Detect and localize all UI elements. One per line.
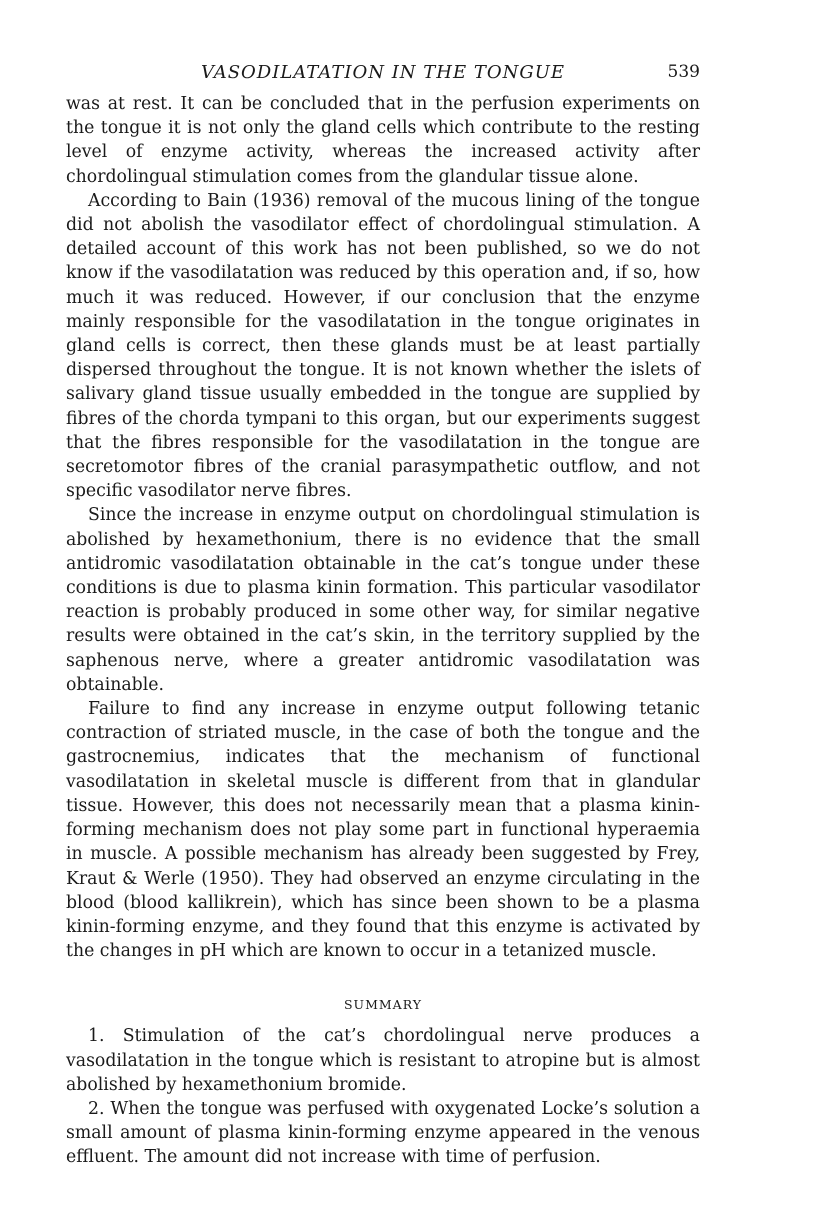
page-number: 539 [667, 62, 700, 82]
paragraph-hexamethonium: Since the increase in enzyme output on chordolingual stimulation is abolished by hexamethonium, there is no evidence that the small antidromic vasodilatation obtainable in the cat’s tongue under these conditions is due to plasma kinin formation. This particular vasodilator reaction is probably produced in some other way, for similar negative results were obtained in the cat’s skin, in the territory supplied by the saphenous nerve, where a greater antidromic vasodilatation was obtainable. [66, 505, 700, 695]
paragraph-striated-muscle: Failure to find any increase in enzyme output following tetanic contraction of striated muscle, in the case of both the tongue and the gastrocnemius, indicates that the mechanism of functional vasodilatation in skeletal muscle is different from that in glandular tissue. However, this does not necessarily mean that a plasma kinin-forming mechanism does not play some part in functional hyperaemia in muscle. A possible mechanism has already been suggested by Frey, Kraut & Werle (1950). They had observed an enzyme circulating in the blood (blood kallikrein), which has since been shown to be a plasma kinin-forming enzyme, and they found that this enzyme is activated by the changes in pH which are known to occur in a tetanized muscle. [66, 699, 700, 962]
running-head [66, 58, 700, 86]
summary-heading: SUMMARY [343, 997, 422, 1013]
paragraph-continuation: was at rest. It can be concluded that in the perfusion experiments on the tongue it is not only the gland cells which contribute to the resting level of enzyme activity, whereas the increased activity after chordolingual stimulation comes from the glandular tissue alone. [66, 94, 700, 187]
paragraph-bain: According to Bain (1936) removal of the mucous lining of the tongue did not abolish the vasodilator effect of chordolingual stimulation. A detailed account of this work has not been published, so we do not know if the vasodilatation was reduced by this operation and, if so, how much it was reduced. However, if our conclusion that the enzyme mainly responsible for the vasodilatation in the tongue originates in gland cells is correct, then these glands must be at least partially dispersed throughout the tongue. It is not known whether the islets of salivary gland tissue usually embedded in the tongue are supplied by fibres of the chorda tympani to this organ, but our experiments suggest that the fibres responsible for the vasodilatation in the tongue are secretomotor fibres of the cranial parasympathetic outflow, and not specific vasodilator nerve fibres. [66, 190, 700, 502]
page [66, 58, 700, 1170]
body-text [66, 92, 700, 963]
summary-list [66, 1024, 700, 1169]
summary-item-2: 2. When the tongue was perfused with oxygenated Locke’s solution a small amount of plasma kinin-forming enzyme appeared in the venous effluent. The amount did not increase with time of perfusion. [66, 1098, 700, 1168]
summary-item-1: 1. Stimulation of the cat’s chordolingual nerve produces a vasodilatation in the tongue which is resistant to atropine but is almost abolished by hexamethonium bromide. [66, 1026, 700, 1095]
running-title: VASODILATATION IN THE TONGUE [200, 62, 566, 83]
